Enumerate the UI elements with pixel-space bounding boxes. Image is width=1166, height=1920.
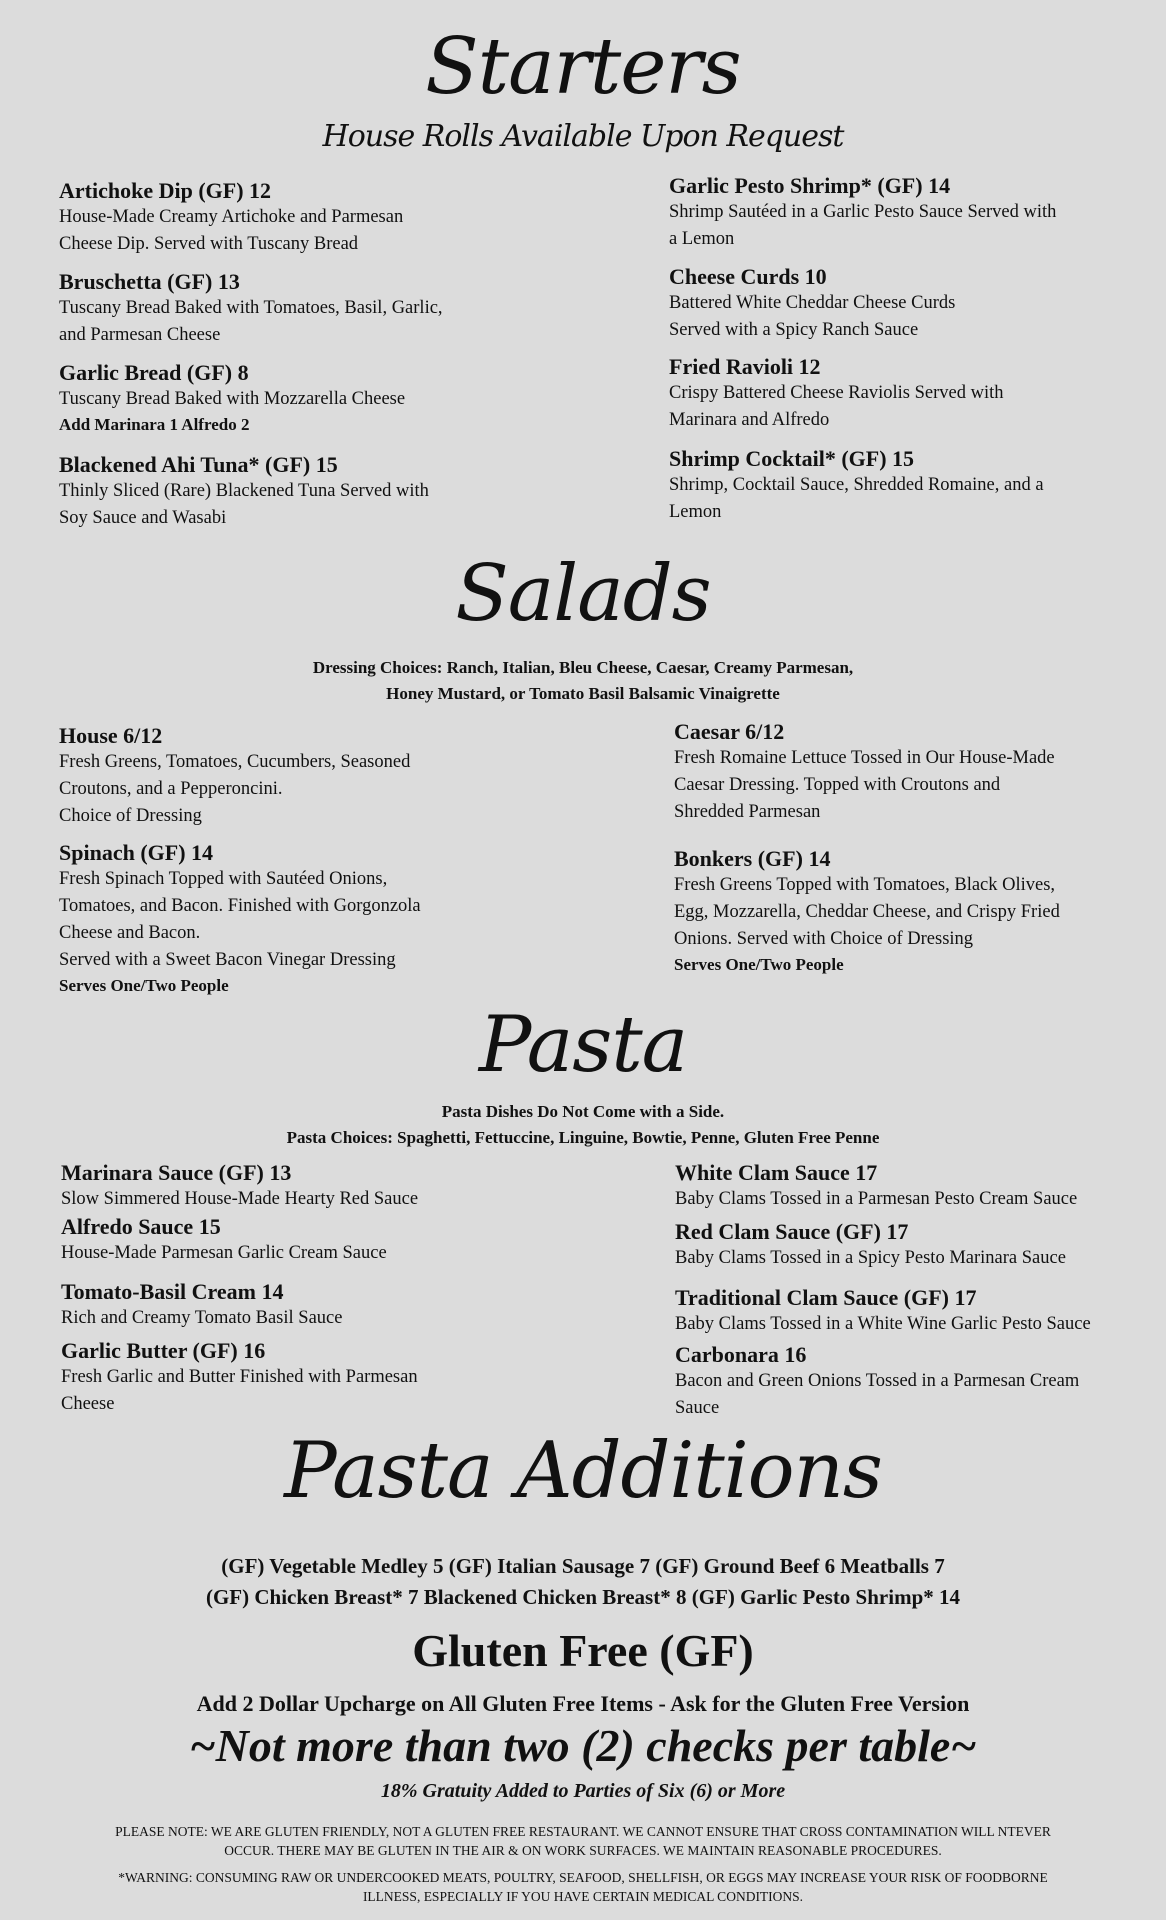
- starters-item: [59, 360, 529, 437]
- additions-line: (GF) Chicken Breast* 7 Blackened Chicken Breast* 8 (GF) Garlic Pesto Shrimp* 14: [205, 1585, 960, 1609]
- item-desc: Marinara and Alfredo: [669, 410, 830, 430]
- salads-title: Salads: [455, 549, 711, 639]
- item-desc: Cheese: [61, 1394, 115, 1414]
- dressing-line: Dressing Choices: Ranch, Italian, Bleu Cheese, Caesar, Creamy Parmesan,: [312, 658, 854, 677]
- item-desc: Lemon: [669, 502, 722, 522]
- salads-item: [59, 723, 539, 830]
- item-desc: Caesar Dressing. Topped with Croutons and: [674, 775, 1001, 795]
- item-name: Tomato-Basil Cream 14: [61, 1279, 284, 1304]
- gluten-free-note: Add 2 Dollar Upcharge on All Gluten Free Items - Ask for the Gluten Free Version: [196, 1691, 970, 1716]
- dressing-line: Honey Mustard, or Tomato Basil Balsamic Vinaigrette: [386, 684, 780, 703]
- item-desc: Battered White Cheddar Cheese Curds: [669, 293, 956, 313]
- pasta-item: [61, 1214, 551, 1267]
- pasta-notes: [0, 1099, 1166, 1151]
- item-desc: Fresh Greens, Tomatoes, Cucumbers, Seasoned: [59, 752, 411, 772]
- pasta-item: [61, 1279, 551, 1332]
- item-desc: Croutons, and a Pepperoncini.: [59, 779, 283, 799]
- pasta-item: [61, 1338, 551, 1418]
- salads-item: [674, 719, 1144, 826]
- pasta-note: Pasta Dishes Do Not Come with a Side.: [441, 1102, 725, 1121]
- salads-item: [674, 846, 1144, 977]
- item-name: Marinara Sauce (GF) 13: [61, 1160, 292, 1185]
- item-name: Traditional Clam Sauce (GF) 17: [675, 1285, 977, 1310]
- item-desc: Rich and Creamy Tomato Basil Sauce: [61, 1308, 343, 1328]
- item-name: Carbonara 16: [675, 1342, 807, 1367]
- pasta-note: Pasta Choices: Spaghetti, Fettuccine, Linguine, Bowtie, Penne, Gluten Free Penne: [286, 1128, 880, 1147]
- pasta-additions-title: Pasta Additions: [284, 1426, 882, 1516]
- item-name: Alfredo Sauce 15: [61, 1214, 221, 1239]
- item-desc: Choice of Dressing: [59, 806, 202, 826]
- item-desc: Shrimp, Cocktail Sauce, Shredded Romaine, and a: [669, 475, 1044, 495]
- starters-item: [59, 178, 529, 258]
- dressing-choices: [0, 655, 1166, 707]
- item-desc: Baby Clams Tossed in a White Wine Garlic Pesto Sauce: [675, 1314, 1091, 1334]
- item-desc: Baby Clams Tossed in a Spicy Pesto Marinara Sauce: [675, 1248, 1066, 1268]
- item-desc: House-Made Creamy Artichoke and Parmesan: [59, 207, 404, 227]
- item-name: Shrimp Cocktail* (GF) 15: [669, 446, 915, 471]
- item-desc: Cheese Dip. Served with Tuscany Bread: [59, 234, 359, 254]
- item-name: Red Clam Sauce (GF) 17: [675, 1219, 909, 1244]
- pasta-item: [61, 1160, 551, 1213]
- starters-item: [669, 354, 1139, 434]
- item-desc: Shrimp Sautéed in a Garlic Pesto Sauce Served with: [669, 202, 1057, 222]
- item-desc: Bacon and Green Onions Tossed in a Parmesan Cream: [675, 1371, 1080, 1391]
- pasta-additions-list: [0, 1551, 1166, 1613]
- starters-item: [59, 452, 529, 532]
- checks-policy: ~Not more than two (2) checks per table~: [189, 1720, 977, 1771]
- gluten-free-title: Gluten Free (GF): [412, 1625, 754, 1676]
- starters-item: [669, 173, 1139, 253]
- item-name: Spinach (GF) 14: [59, 840, 214, 865]
- item-desc: Fresh Garlic and Butter Finished with Parmesan: [61, 1367, 418, 1387]
- warning-line: ILLNESS, ESPECIALLY IF YOU HAVE CERTAIN MEDICAL CONDITIONS.: [362, 1889, 804, 1904]
- disclaimer-line: OCCUR. THERE MAY BE GLUTEN IN THE AIR & ON WORK SURFACES. WE MAINTAIN REASONABLE PROCEDURES.: [224, 1843, 942, 1858]
- salads-item: [59, 840, 539, 998]
- pasta-item: [675, 1160, 1155, 1213]
- item-name: Bruschetta (GF) 13: [59, 269, 240, 294]
- item-name: Caesar 6/12: [674, 719, 785, 744]
- pasta-item: [675, 1342, 1155, 1422]
- starters-item: [669, 446, 1139, 526]
- item-name: White Clam Sauce 17: [675, 1160, 878, 1185]
- item-name: Cheese Curds 10: [669, 264, 827, 289]
- item-desc: Shredded Parmesan: [674, 802, 821, 822]
- item-desc: Tuscany Bread Baked with Tomatoes, Basil, Garlic,: [59, 298, 443, 318]
- item-desc: Fresh Romaine Lettuce Tossed in Our House-Made: [674, 748, 1055, 768]
- starters-item: [59, 269, 529, 349]
- item-desc: Tomatoes, and Bacon. Finished with Gorgonzola: [59, 896, 421, 916]
- pasta-title: Pasta: [478, 1000, 688, 1090]
- additions-line: (GF) Vegetable Medley 5 (GF) Italian Sausage 7 (GF) Ground Beef 6 Meatballs 7: [221, 1554, 945, 1578]
- item-name: Artichoke Dip (GF) 12: [59, 178, 272, 203]
- item-desc: Onions. Served with Choice of Dressing: [674, 929, 974, 949]
- item-name: Bonkers (GF) 14: [674, 846, 831, 871]
- item-desc: and Parmesan Cheese: [59, 325, 221, 345]
- gluten-disclaimer: [40, 1822, 1126, 1860]
- item-desc: Cheese and Bacon.: [59, 923, 201, 943]
- item-desc: Thinly Sliced (Rare) Blackened Tuna Served with: [59, 481, 429, 501]
- item-name: Fried Ravioli 12: [669, 354, 821, 379]
- pasta-item: [675, 1285, 1155, 1338]
- item-desc: Crispy Battered Cheese Raviolis Served with: [669, 383, 1004, 403]
- warning-line: *WARNING: CONSUMING RAW OR UNDERCOOKED MEATS, POULTRY, SEAFOOD, SHELLFISH, OR EGGS MAY INCREASE YOUR RISK OF FOODBORNE: [118, 1870, 1048, 1885]
- item-name: Garlic Bread (GF) 8: [59, 360, 249, 385]
- item-name: Blackened Ahi Tuna* (GF) 15: [59, 452, 338, 477]
- item-desc: Sauce: [675, 1398, 720, 1418]
- item-desc: Fresh Spinach Topped with Sautéed Onions,: [59, 869, 388, 889]
- item-desc: Slow Simmered House-Made Hearty Red Sauce: [61, 1189, 419, 1209]
- item-desc: Served with a Spicy Ranch Sauce: [669, 320, 919, 340]
- item-desc: House-Made Parmesan Garlic Cream Sauce: [61, 1243, 387, 1263]
- item-note: Serves One/Two People: [59, 976, 229, 995]
- item-name: Garlic Pesto Shrimp* (GF) 14: [669, 173, 951, 198]
- item-name: Garlic Butter (GF) 16: [61, 1338, 266, 1363]
- item-note: Serves One/Two People: [674, 955, 844, 974]
- consumption-warning: [40, 1868, 1126, 1906]
- starters-item: [669, 264, 1139, 344]
- item-desc: Egg, Mozzarella, Cheddar Cheese, and Crispy Fried: [674, 902, 1060, 922]
- gratuity-note: 18% Gratuity Added to Parties of Six (6) or More: [380, 1780, 786, 1802]
- item-desc: Tuscany Bread Baked with Mozzarella Cheese: [59, 389, 406, 409]
- item-desc: Soy Sauce and Wasabi: [59, 508, 227, 528]
- item-desc: Baby Clams Tossed in a Parmesan Pesto Cream Sauce: [675, 1189, 1078, 1209]
- starters-title: Starters: [425, 22, 741, 112]
- item-desc: Fresh Greens Topped with Tomatoes, Black Olives,: [674, 875, 1056, 895]
- disclaimer-line: PLEASE NOTE: WE ARE GLUTEN FRIENDLY, NOT A GLUTEN FREE RESTAURANT. WE CANNOT ENSURE THAT CROSS CONTAMINATION WILL NTEVER: [115, 1824, 1051, 1839]
- item-desc: a Lemon: [669, 229, 735, 249]
- pasta-item: [675, 1219, 1155, 1272]
- item-name: House 6/12: [59, 723, 163, 748]
- item-desc: Served with a Sweet Bacon Vinegar Dressing: [59, 950, 396, 970]
- starters-subtitle: House Rolls Available Upon Request: [322, 119, 844, 154]
- item-note: Add Marinara 1 Alfredo 2: [59, 415, 250, 434]
